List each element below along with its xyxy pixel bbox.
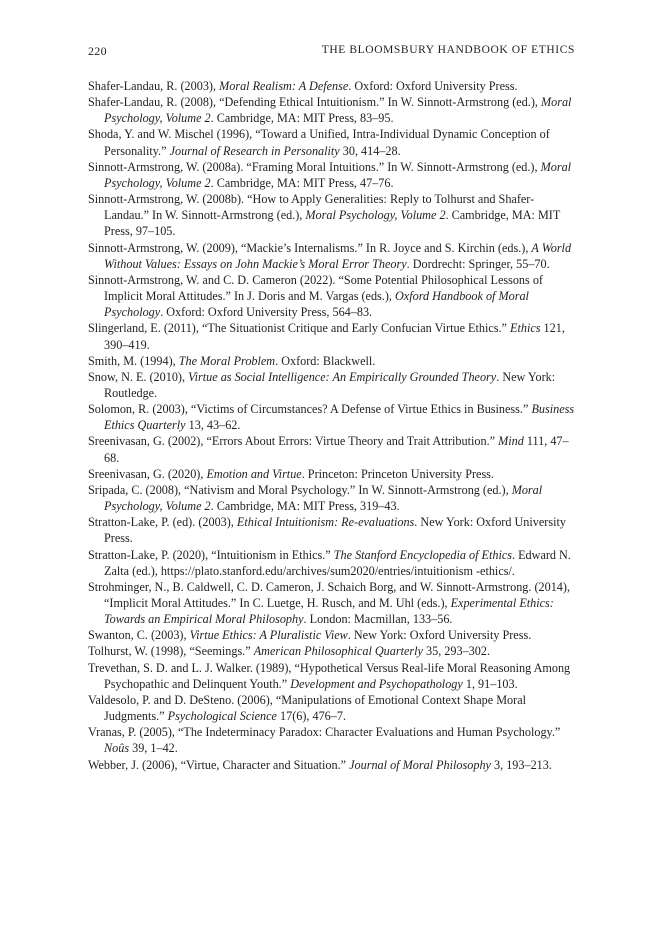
reference-text: . New York: Oxford University Press. — [347, 628, 532, 643]
reference-title: Noûs — [104, 741, 130, 756]
reference-text: . Oxford: Oxford University Press, 564–83. — [160, 305, 373, 320]
reference-title: Virtue Ethics: A Pluralistic View — [189, 628, 348, 643]
reference-title: Virtue as Social Intelligence: An Empirically Grounded Theory — [188, 369, 497, 384]
reference-text: 30, 414–28. — [339, 143, 401, 158]
reference-text: Snow, N. E. (2010), — [88, 369, 189, 384]
reference-title: Mind — [498, 434, 524, 449]
reference-text: . New York: Routledge. — [104, 369, 556, 400]
reference-entry — [88, 126, 576, 158]
reference-text: Slingerland, E. (2011), “The Situationist Critique and Early Confucian Virtue Ethics.” — [88, 321, 511, 336]
reference-title: Ethics — [510, 321, 541, 336]
reference-title: Moral Psychology, Volume 2 — [104, 95, 572, 126]
reference-title: The Stanford Encyclopedia of Ethics — [333, 547, 513, 562]
reference-entry — [88, 547, 576, 579]
reference-entry — [88, 159, 576, 191]
reference-text: Tolhurst, W. (1998), “Seemings.” — [88, 644, 254, 659]
reference-title: Business Ethics Quarterly — [104, 402, 575, 433]
reference-text: 1, 91–103. — [462, 676, 518, 691]
reference-text: . New York: Oxford University Press. — [104, 515, 566, 546]
reference-title: Experimental Ethics: Towards an Empirical Moral Philosophy — [104, 596, 554, 627]
reference-text: Valdesolo, P. and D. DeSteno. (2006), “Manipulations of Emotional Context Shape Moral Judgments.” — [88, 692, 527, 724]
reference-entry — [88, 724, 576, 756]
reference-text: . Dordrecht: Springer, 55–70. — [406, 256, 550, 271]
reference-text: Sinnott-Armstrong, W. (2008a). “Framing Moral Intuitions.” In W. Sinnott-Armstrong (ed.), — [88, 159, 541, 174]
reference-text: Shafer-Landau, R. (2003), — [88, 79, 220, 93]
reference-entry — [88, 272, 576, 320]
reference-text: . Oxford: Oxford University Press. — [348, 79, 518, 93]
reference-title: Journal of Moral Philosophy — [349, 757, 491, 772]
reference-title: Moral Psychology, Volume 2 — [104, 159, 572, 190]
running-head: THE BLOOMSBURY HANDBOOK OF ETHICS — [321, 44, 575, 56]
reference-title: Psychological Science — [167, 709, 277, 724]
reference-text: Sinnott-Armstrong, W. (2009), “Mackie’s Internalisms.” In R. Joyce and S. Kirchin (eds.), — [88, 240, 532, 255]
reference-text: Webber, J. (2006), “Virtue, Character and Situation.” — [88, 757, 350, 772]
reference-text: . Cambridge, MA: MIT Press, 97–105. — [104, 208, 561, 239]
reference-entry — [88, 401, 576, 433]
reference-text: . Princeton: Princeton University Press. — [301, 466, 494, 481]
reference-title: A World Without Values: Essays on John Mackie’s Moral Error Theory — [104, 240, 572, 271]
reference-text: Sripada, C. (2008), “Nativism and Moral Psychology.” In W. Sinnott-Armstrong (ed.), — [88, 482, 512, 497]
reference-text: Solomon, R. (2003), “Victims of Circumstances? A Defense of Virtue Ethics in Business.” — [88, 402, 532, 417]
reference-entry — [88, 466, 576, 482]
reference-entry — [88, 692, 576, 724]
reference-text: . Cambridge, MA: MIT Press, 47–76. — [210, 175, 394, 190]
reference-entry — [88, 627, 576, 643]
page-number: 220 — [88, 44, 107, 58]
reference-text: 39, 1–42. — [129, 741, 178, 756]
reference-title: Moral Psychology, Volume 2 — [305, 208, 446, 223]
reference-title: Moral Realism: A Defense — [219, 79, 349, 93]
reference-entry — [88, 643, 576, 659]
reference-text: Shafer-Landau, R. (2008), “Defending Ethical Intuitionism.” In W. Sinnott-Armstrong (ed.), — [88, 95, 541, 110]
reference-title: The Moral Problem — [178, 353, 276, 368]
reference-entry — [88, 369, 576, 401]
reference-text: Shoda, Y. and W. Mischel (1996), “Toward a Unified, Intra-Individual Dynamic Conception of Personality.” — [88, 127, 550, 158]
reference-text: Stratton-Lake, P. (ed). (2003), — [88, 515, 237, 530]
reference-text: 13, 43–62. — [185, 418, 241, 433]
reference-text: Sinnott-Armstrong, W. and C. D. Cameron (2022). “Some Potential Philosophical Lessons of Implicit Moral Attitudes.” In J. Doris and M. Vargas (eds.), — [88, 272, 543, 304]
reference-title: Oxford Handbook of Moral Psychology — [104, 289, 529, 320]
reference-entry — [88, 757, 576, 773]
reference-text: . Edward N. Zalta (ed.), https://plato.stanford.edu/archives/sum2020/entries/intuitionism -ethics/. — [104, 547, 571, 578]
reference-entry — [88, 78, 576, 94]
reference-entry — [88, 514, 576, 546]
reference-title: Moral Psychology, Volume 2 — [104, 482, 543, 514]
reference-title: Ethical Intuitionism: Re-evaluations — [236, 515, 415, 530]
reference-text: . Oxford: Blackwell. — [275, 353, 376, 368]
reference-entry — [88, 433, 576, 465]
reference-text: 35, 293–302. — [422, 644, 490, 659]
reference-text: . London: Macmillan, 133–56. — [303, 612, 453, 627]
reference-text: Sinnott-Armstrong, W. (2008b). “How to Apply Generalities: Reply to Tolhurst and Shafer-Landau.” In W. Sinnott-Armstrong (ed.), — [88, 192, 535, 223]
reference-entry — [88, 579, 576, 627]
reference-text: Smith, M. (1994), — [88, 353, 179, 368]
reference-text: 111, 47–68. — [104, 434, 569, 465]
reference-title: Journal of Research in Personality — [169, 143, 340, 158]
reference-entry — [88, 94, 576, 126]
reference-entry — [88, 353, 576, 369]
reference-title: Development and Psychopathology — [290, 676, 463, 691]
reference-entry — [88, 320, 576, 352]
reference-text: Strohminger, N., B. Caldwell, C. D. Cameron, J. Schaich Borg, and W. Sinnott-Armstrong. (2014), “Implicit Moral Attitudes.” In C. Luetge, H. Rusch, and M. Uhl (eds.), — [88, 579, 571, 610]
reference-text: 17(6), 476–7. — [276, 709, 347, 724]
reference-entry — [88, 482, 576, 514]
reference-title: American Philosophical Quarterly — [253, 644, 423, 659]
reference-text: . Cambridge, MA: MIT Press, 319–43. — [210, 499, 400, 514]
reference-text: Sreenivasan, G. (2020), — [88, 466, 207, 481]
reference-title: Emotion and Virtue — [206, 466, 302, 481]
reference-text: Stratton-Lake, P. (2020), “Intuitionism in Ethics.” — [88, 547, 334, 562]
reference-text: Trevethan, S. D. and L. J. Walker. (1989), “Hypothetical Versus Real-life Moral Reasoning Among Psychopathic and Delinquent Youth.” — [88, 660, 571, 691]
reference-text: Vranas, P. (2005), “The Indeterminacy Paradox: Character Evaluations and Human Psychology.” — [88, 725, 561, 740]
reference-list — [88, 78, 576, 773]
reference-entry — [88, 191, 576, 239]
reference-text: Swanton, C. (2003), — [88, 628, 190, 643]
reference-entry — [88, 240, 576, 272]
reference-text: Sreenivasan, G. (2002), “Errors About Errors: Virtue Theory and Trait Attribution.” — [88, 434, 499, 449]
reference-entry — [88, 660, 576, 692]
reference-text: . Cambridge, MA: MIT Press, 83–95. — [210, 111, 394, 126]
reference-text: 3, 193–213. — [490, 757, 552, 772]
reference-text: 121, 390–419. — [104, 321, 565, 352]
